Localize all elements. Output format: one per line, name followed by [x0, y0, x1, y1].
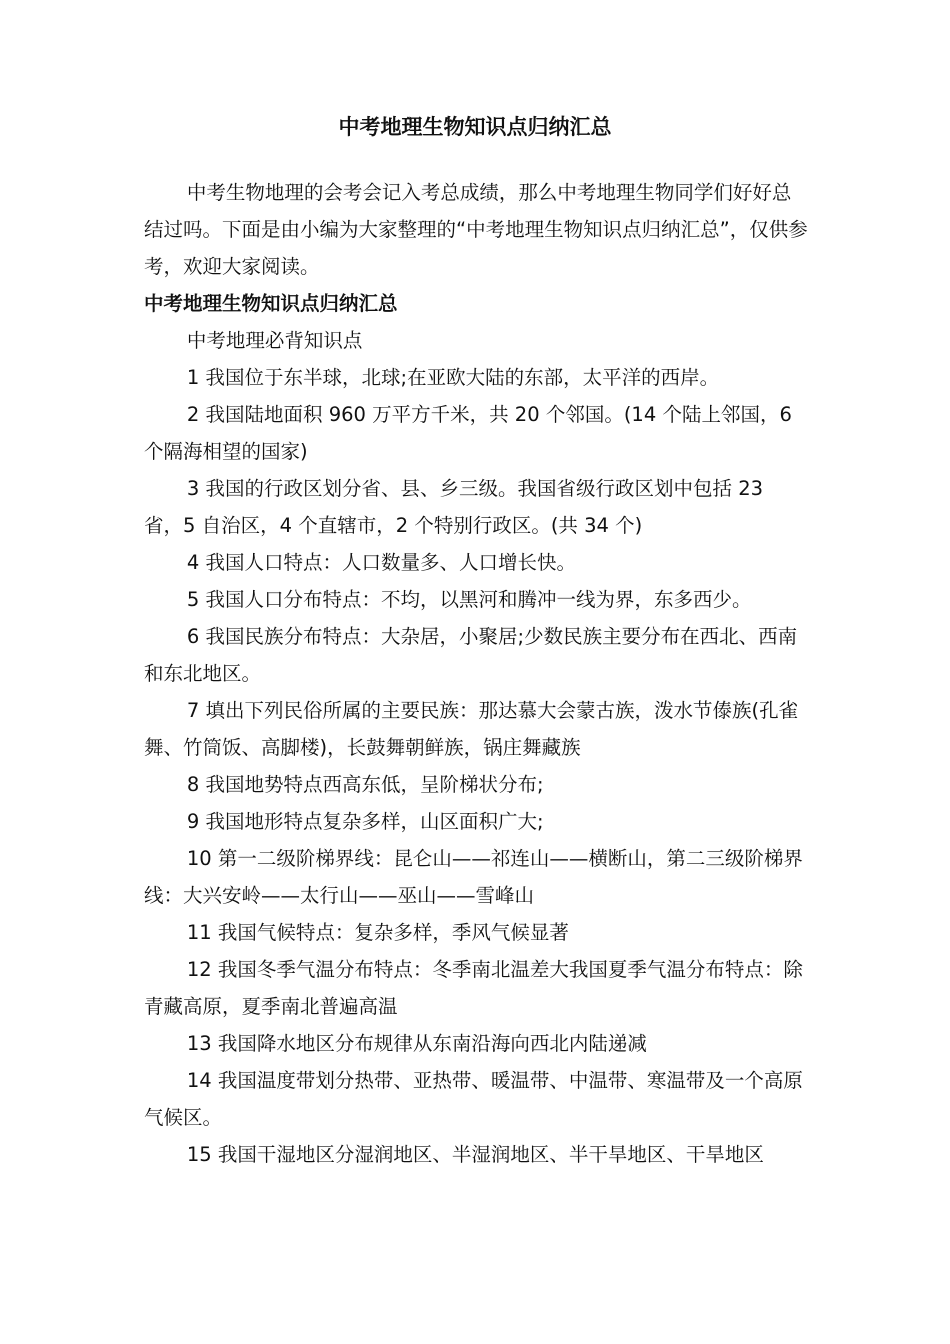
- list-item: 9 我国地形特点复杂多样，山区面积广大;: [186, 810, 544, 833]
- list-item: 5 我国人口分布特点：不均，以黑河和腾冲一线为界，东多西少。: [186, 588, 752, 611]
- list-item: 1 我国位于东半球，北球;在亚欧大陆的东部，太平洋的西岸。: [186, 366, 720, 389]
- list-item: 10 第一二级阶梯界线：昆仑山——祁连山——横断山，第二三级阶梯界线：大兴安岭——太行山——巫山——雪峰山: [144, 847, 803, 907]
- list-item: 3 我国的行政区划分省、县、乡三级。我国省级行政区划中包括 23 省，5 自治区，4 个直辖市，2 个特别行政区。(共 34 个): [144, 477, 764, 537]
- document-body: [144, 174, 808, 1173]
- intro-paragraph: 中考生物地理的会考会记入考总成绩，那么中考地理生物同学们好好总结过吗。下面是由小编为大家整理的“中考地理生物知识点归纳汇总”，仅供参考，欢迎大家阅读。: [144, 181, 808, 278]
- list-item: 12 我国冬季气温分布特点：冬季南北温差大我国夏季气温分布特点：除青藏高原，夏季南北普遍高温: [144, 958, 803, 1018]
- list-item: 7 填出下列民俗所属的主要民族：那达慕大会蒙古族，泼水节傣族(孔雀舞、竹筒饭、高脚楼)，长鼓舞朝鲜族，锅庄舞藏族: [144, 699, 799, 759]
- list-item: 6 我国民族分布特点：大杂居，小聚居;少数民族主要分布在西北、西南和东北地区。: [144, 625, 798, 685]
- page-title: 中考地理生物知识点归纳汇总: [338, 115, 612, 139]
- subheading: 中考地理必背知识点: [186, 329, 363, 352]
- list-item: 4 我国人口特点：人口数量多、人口增长快。: [186, 551, 576, 574]
- list-item: 13 我国降水地区分布规律从东南沿海向西北内陆递减: [186, 1032, 647, 1055]
- section-heading: 中考地理生物知识点归纳汇总: [144, 292, 398, 315]
- list-item: 2 我国陆地面积 960 万平方千米，共 20 个邻国。(14 个陆上邻国，6 个隔海相望的国家): [144, 403, 792, 463]
- list-item: 11 我国气候特点：复杂多样，季风气候显著: [186, 921, 569, 944]
- list-item: 8 我国地势特点西高东低，呈阶梯状分布;: [186, 773, 544, 796]
- list-item: 15 我国干湿地区分湿润地区、半湿润地区、半干旱地区、干旱地区: [186, 1143, 764, 1166]
- list-item: 14 我国温度带划分热带、亚热带、暖温带、中温带、寒温带及一个高原气候区。: [144, 1069, 803, 1129]
